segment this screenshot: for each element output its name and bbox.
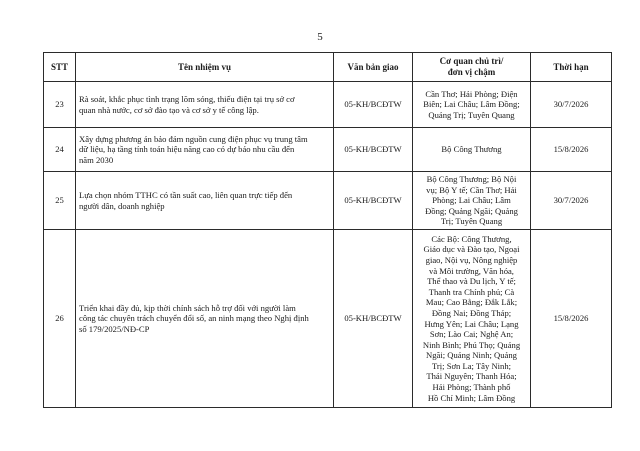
table-row — [44, 82, 612, 128]
cell-document: 05-KH/BCĐTW — [334, 230, 413, 408]
task-table — [43, 52, 612, 408]
table-header-row — [44, 53, 612, 82]
agency-line: Cần Thơ; Hải Phòng; Điện — [425, 88, 518, 99]
cell-document: 05-KH/BCĐTW — [334, 172, 413, 230]
cell-stt: 26 — [44, 230, 76, 408]
agency-line: Ninh Bình; Phú Thọ; Quảng — [422, 339, 521, 350]
table-row — [44, 128, 612, 172]
agency-line: và Môi trường, Văn hóa, — [429, 265, 514, 276]
task-line: quan nhà nước, cơ sở đào tạo và cơ sở y tế công lập. — [79, 104, 259, 115]
cell-document: 05-KH/BCĐTW — [334, 128, 413, 172]
table-row — [44, 230, 612, 408]
task-line: Triển khai đầy đủ, kịp thời chính sách hỗ trợ đối với người làm — [79, 302, 296, 313]
cell-agency — [413, 172, 531, 230]
agency-line: Quảng Trị; Tuyên Quang — [428, 109, 515, 120]
agency-line: Thanh tra Chính phủ; Cà — [428, 286, 515, 297]
cell-document: 05-KH/BCĐTW — [334, 82, 413, 128]
task-line: năm 2030 — [79, 154, 114, 165]
agency-line: giao, Nội vụ, Nông nghiệp — [425, 254, 518, 265]
cell-task — [76, 172, 334, 230]
page-number: 5 — [317, 31, 323, 43]
cell-deadline: 15/8/2026 — [531, 128, 612, 172]
agency-line: vụ; Bộ Y tế; Cần Thơ; Hải — [426, 184, 517, 195]
table-row — [44, 172, 612, 230]
agency-line: Hồ Chí Minh; Lâm Đồng — [427, 392, 516, 403]
agency-line: Ngãi; Quảng Ninh; Quảng — [426, 350, 517, 361]
cell-stt: 23 — [44, 82, 76, 128]
cell-stt: 25 — [44, 172, 76, 230]
task-line: Xây dựng phương án bảo đảm nguồn cung điện phục vụ trung tâm — [79, 133, 308, 144]
header-agency-line: đơn vị chậm — [447, 67, 496, 77]
agency-line: Biên; Lai Châu; Lâm Đồng; — [423, 99, 520, 110]
agency-line: Trị; Sơn La; Tây Ninh; — [431, 360, 512, 371]
header-document: Văn bản giao — [334, 53, 413, 82]
agency-line: Hưng Yên; Lai Châu; Lạng — [424, 318, 519, 329]
agency-line: Mau; Cao Bằng; Đắk Lắk; — [425, 297, 518, 308]
header-agency-line: Cơ quan chủ trì/ — [439, 56, 504, 67]
agency-line: Đồng Nai; Đồng Tháp; — [431, 307, 512, 318]
agency-line: Các Bộ: Công Thương, — [431, 233, 512, 244]
header-stt: STT — [44, 53, 76, 82]
header-task-name: Tên nhiệm vụ — [76, 53, 334, 82]
agency-line: Phòng; Lai Châu; Lâm — [432, 195, 511, 206]
cell-stt: 24 — [44, 128, 76, 172]
cell-task — [76, 82, 334, 128]
agency-line: Giáo dục và Đào tạo, Ngoại — [423, 244, 520, 255]
cell-agency — [413, 128, 531, 172]
cell-deadline: 30/7/2026 — [531, 172, 612, 230]
agency-line: Thể thao và Du lịch, Y tế; — [427, 276, 516, 287]
cell-deadline: 15/8/2026 — [531, 230, 612, 408]
task-line: công tác chuyên trách chuyển đổi số, an ninh mạng theo Nghị định — [79, 313, 309, 324]
task-line: Lựa chọn nhóm TTHC có tần suất cao, liên quan trực tiếp đến — [79, 189, 293, 200]
task-line: dữ liệu, hạ tầng tính toán hiệu năng cao có dự báo nhu cầu đến — [79, 144, 295, 155]
agency-line: Thái Nguyên; Thanh Hóa; — [426, 371, 517, 382]
agency-line: Đồng; Quảng Ngãi; Quảng — [425, 205, 518, 216]
task-line: người dân, doanh nghiệp — [79, 200, 165, 211]
cell-task — [76, 128, 334, 172]
agency-line: Sơn; Lào Cai; Nghệ An; — [429, 329, 514, 340]
agency-line: Trị; Tuyên Quang — [440, 216, 503, 227]
cell-agency — [413, 82, 531, 128]
task-line: số 179/2025/NĐ-CP — [79, 323, 150, 334]
task-line: Rà soát, khắc phục tình trạng lõm sóng, thiếu điện tại trụ sở cơ — [79, 93, 295, 104]
cell-task — [76, 230, 334, 408]
header-deadline: Thời hạn — [531, 53, 612, 82]
cell-deadline: 30/7/2026 — [531, 82, 612, 128]
cell-agency — [413, 230, 531, 408]
agency-line: Bộ Công Thương — [441, 144, 502, 155]
agency-line: Bộ Công Thương; Bộ Nội — [426, 174, 517, 185]
agency-line: Hải Phòng; Thành phố — [432, 382, 511, 393]
header-agency — [413, 53, 531, 82]
